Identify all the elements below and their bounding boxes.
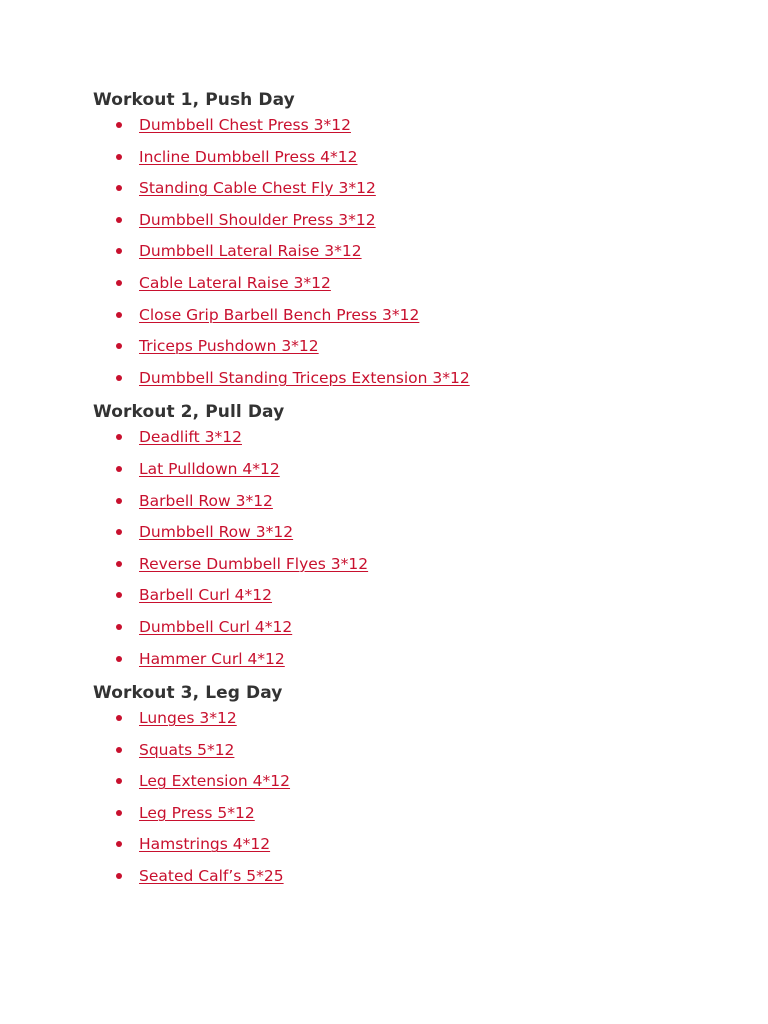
exercise-link[interactable]: Leg Press 5*12 (139, 803, 255, 822)
list-item (93, 800, 733, 832)
list-item (93, 488, 733, 520)
exercise-link[interactable]: Squats 5*12 (139, 740, 235, 759)
bullet-icon (116, 280, 122, 286)
list-item (93, 207, 733, 239)
exercise-link[interactable]: Deadlift 3*12 (139, 428, 242, 447)
list-item (93, 456, 733, 488)
list-item (93, 175, 733, 207)
workout-2-exercise-list (93, 424, 733, 677)
exercise-link[interactable]: Hamstrings 4*12 (139, 835, 271, 854)
list-item (93, 519, 733, 551)
bullet-icon (116, 810, 122, 816)
exercise-link[interactable]: Dumbbell Curl 4*12 (139, 617, 293, 636)
exercise-link[interactable]: Incline Dumbbell Press 4*12 (139, 147, 358, 166)
workout-1-title: Workout 1, Push Day (93, 90, 295, 110)
exercise-link[interactable]: Dumbbell Lateral Raise 3*12 (139, 242, 362, 261)
list-item (93, 705, 733, 737)
exercise-link[interactable]: Cable Lateral Raise 3*12 (139, 273, 331, 292)
bullet-icon (116, 624, 122, 630)
bullet-icon (116, 217, 122, 223)
exercise-link[interactable]: Leg Extension 4*12 (139, 772, 291, 791)
exercise-link[interactable]: Dumbbell Shoulder Press 3*12 (139, 210, 376, 229)
bullet-icon (116, 122, 122, 128)
bullet-icon (116, 375, 122, 381)
list-item (93, 831, 733, 863)
bullet-icon (116, 498, 122, 504)
bullet-icon (116, 154, 122, 160)
workout-1-exercise-list (93, 112, 733, 396)
bullet-icon (116, 529, 122, 535)
list-item (93, 737, 733, 769)
bullet-icon (116, 466, 122, 472)
bullet-icon (116, 656, 122, 662)
workout-3-title: Workout 3, Leg Day (93, 683, 283, 704)
list-item (93, 270, 733, 302)
workout-2-title: Workout 2, Pull Day (93, 402, 285, 423)
bullet-icon (116, 592, 122, 598)
list-item (93, 863, 733, 895)
exercise-link[interactable]: Dumbbell Row 3*12 (139, 523, 294, 542)
bullet-icon (116, 747, 122, 753)
list-item (93, 112, 733, 144)
bullet-icon (116, 873, 122, 879)
exercise-link[interactable]: Lat Pulldown 4*12 (139, 459, 280, 478)
bullet-icon (116, 343, 122, 349)
exercise-link[interactable]: Dumbbell Chest Press 3*12 (139, 116, 351, 134)
exercise-link[interactable]: Close Grip Barbell Bench Press 3*12 (139, 305, 420, 324)
list-item (93, 333, 733, 365)
exercise-link[interactable]: Dumbbell Standing Triceps Extension 3*12 (139, 368, 470, 387)
list-item (93, 551, 733, 583)
bullet-icon (116, 185, 122, 191)
exercise-link[interactable]: Barbell Row 3*12 (139, 491, 273, 510)
bullet-icon (116, 312, 122, 318)
exercise-link[interactable]: Standing Cable Chest Fly 3*12 (139, 179, 376, 198)
exercise-link[interactable]: Barbell Curl 4*12 (139, 586, 273, 605)
exercise-link[interactable]: Reverse Dumbbell Flyes 3*12 (139, 554, 369, 573)
bullet-icon (116, 561, 122, 567)
bullet-icon (116, 715, 122, 721)
list-item (93, 302, 733, 334)
list-item (93, 614, 733, 646)
exercise-link[interactable]: Lunges 3*12 (139, 709, 237, 728)
list-item (93, 424, 733, 456)
list-item (93, 365, 733, 397)
list-item (93, 768, 733, 800)
bullet-icon (116, 778, 122, 784)
bullet-icon (116, 841, 122, 847)
bullet-icon (116, 248, 122, 254)
exercise-link[interactable]: Hammer Curl 4*12 (139, 649, 285, 668)
list-item (93, 144, 733, 176)
list-item (93, 582, 733, 614)
exercise-link[interactable]: Triceps Pushdown 3*12 (139, 337, 319, 356)
workout-document (93, 88, 733, 899)
list-item (93, 646, 733, 678)
exercise-link[interactable]: Seated Calf’s 5*25 (139, 867, 284, 886)
bullet-icon (116, 434, 122, 440)
workout-3-exercise-list (93, 705, 733, 895)
list-item (93, 238, 733, 270)
